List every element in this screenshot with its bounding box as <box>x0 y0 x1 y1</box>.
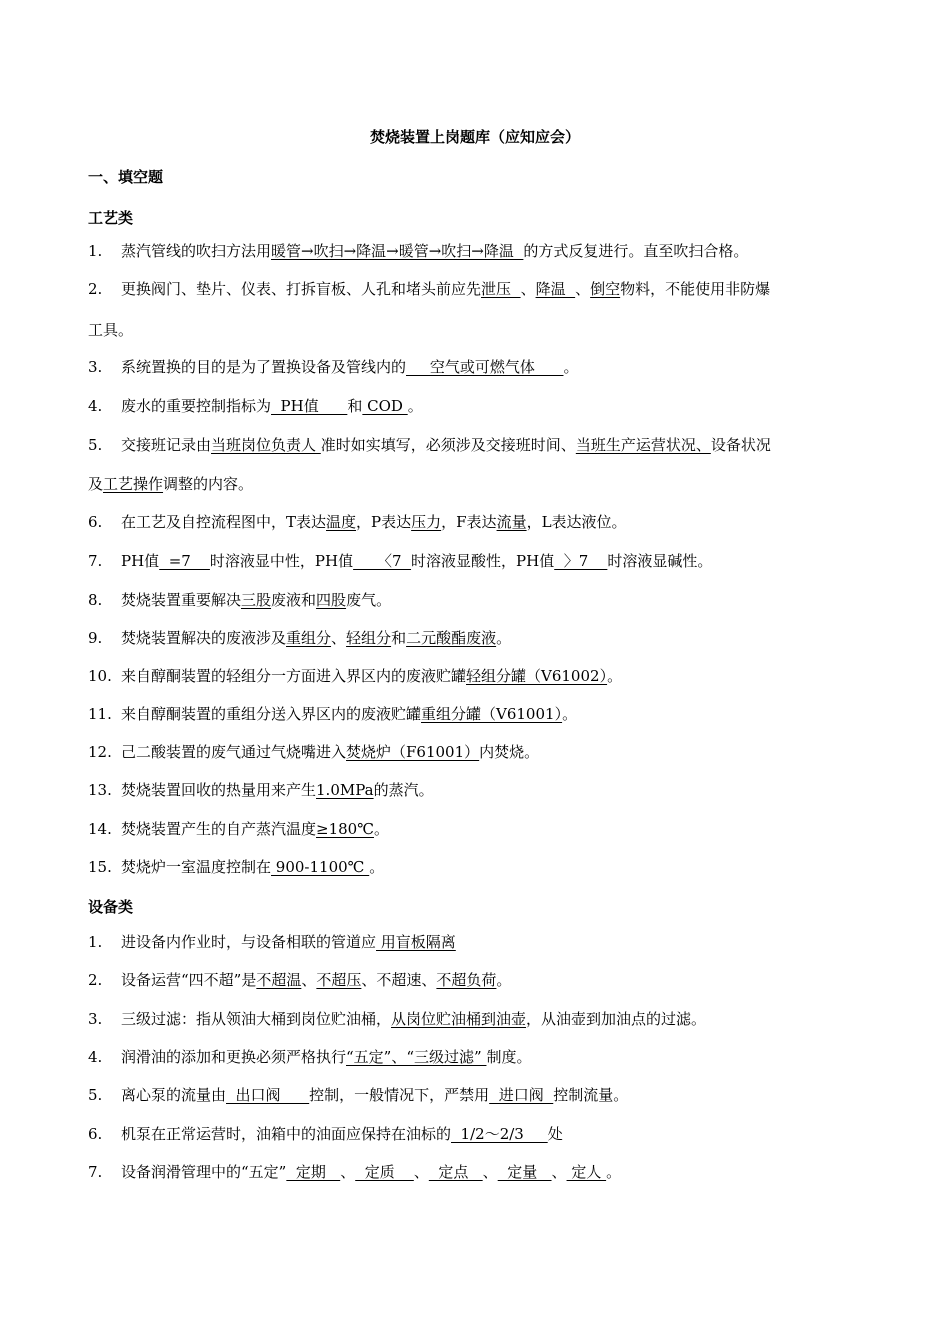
process-question-14: 14. 焚烧装置产生的自产蒸汽温度≥180℃。 <box>88 820 390 838</box>
answer-blank: 三股 <box>241 591 272 609</box>
process-question-9: 9. 焚烧装置解决的废液涉及重组分、轻组分和二元酸酯废液。 <box>88 629 512 647</box>
answer-blank: 1/2～2/3 <box>451 1125 548 1143</box>
answer-blank: 当班生产运营状况、 <box>575 436 711 454</box>
process-question-7: 7. PH值 =7 时溶液显中性，PH值 〈7 时溶液显酸性，PH值 〉7 时溶液显碱性。 <box>88 552 713 570</box>
equipment-question-5: 5. 离心泵的流量由 出口阀 控制，一般情况下，严禁用 进口阀 控制流量。 <box>88 1086 629 1104</box>
equipment-question-1: 1. 进设备内作业时，与设备相联的管道应 用盲板隔离 <box>88 933 456 951</box>
equipment-question-3: 3. 三级过滤：指从领油大桶到岗位贮油桶，从岗位贮油桶到油壶，从油壶到加油点的过滤。 <box>88 1010 707 1028</box>
answer-blank: 900-1100℃ <box>271 858 370 876</box>
answer-blank: ≥180℃ <box>316 820 374 838</box>
answer-blank: 定人 <box>566 1163 607 1181</box>
answer-blank: 空气或可燃气体 <box>406 358 564 376</box>
answer-blank: 二元酸酯废液 <box>406 629 497 647</box>
answer-blank: 重组分 <box>286 629 332 647</box>
answer-blank: 四股 <box>316 591 347 609</box>
answer-blank: “五定”、“三级过滤” <box>346 1048 487 1066</box>
process-question-8: 8. 焚烧装置重要解决三股废液和四股废气。 <box>88 591 392 609</box>
answer-blank: 定量 <box>497 1163 552 1181</box>
answer-blank: 用盲板隔离 <box>376 933 456 951</box>
process-question-3: 3. 系统置换的目的是为了置换设备及管线内的 空气或可燃气体 。 <box>88 358 579 376</box>
answer-blank: PH值 <box>271 397 348 415</box>
process-question-2-continuation: 工具。 <box>88 321 134 339</box>
category-heading-equipment: 设备类 <box>88 898 134 916</box>
process-question-2: 2. 更换阀门、垫片、仪表、打拆盲板、人孔和堵头前应先泄压 、降温 、倒空物料，不能使用非防爆 <box>88 280 771 298</box>
answer-blank: 〈7 <box>353 552 412 570</box>
process-question-5: 5. 交接班记录由当班岗位负责人 准时如实填写，必须涉及交接班时间、当班生产运营状况、设备状况 <box>88 436 771 454</box>
answer-blank: 当班岗位负责人 <box>211 436 321 454</box>
answer-blank: =7 <box>159 552 210 570</box>
answer-blank: 降温 <box>535 280 576 298</box>
section-heading-fill-blank: 一、填空题 <box>88 168 164 186</box>
process-question-10: 10. 来自醇酮装置的轻组分一方面进入界区内的废液贮罐轻组分罐（V61002）。 <box>88 667 623 685</box>
equipment-question-4: 4. 润滑油的添加和更换必须严格执行“五定”、“三级过滤” 制度。 <box>88 1048 532 1066</box>
answer-blank: 泄压 <box>481 280 521 298</box>
process-question-13: 13. 焚烧装置回收的热量用来产生1.0MPa的蒸汽。 <box>88 781 434 799</box>
answer-blank: 温度 <box>326 513 357 531</box>
process-question-6: 6. 在工艺及自控流程图中，T表达温度，P表达压力，F表达流量，L表达液位。 <box>88 513 627 531</box>
equipment-question-6: 6. 机泵在正常运营时，油箱中的油面应保持在油标的 1/2～2/3 处 <box>88 1125 563 1143</box>
answer-blank: 暖管→吹扫→降温→暖管→吹扫→降温 <box>271 242 524 260</box>
process-question-4: 4. 废水的重要控制指标为 PH值 和 COD 。 <box>88 397 423 415</box>
answer-blank: 定质 <box>355 1163 414 1181</box>
process-question-15: 15. 焚烧炉一室温度控制在 900-1100℃ 。 <box>88 858 385 876</box>
document-title: 焚烧装置上岗题库（应知应会） <box>369 128 580 146</box>
answer-blank: 压力 <box>411 513 442 531</box>
answer-blank: 倒空 <box>590 280 621 298</box>
process-question-12: 12. 己二酸装置的废气通过气烧嘴进入焚烧炉（F61001）内焚烧。 <box>88 743 540 761</box>
answer-blank: 不超负荷 <box>436 971 497 989</box>
process-question-5-continuation: 及工艺操作调整的内容。 <box>88 475 254 493</box>
answer-blank: 从岗位贮油桶到油壶 <box>391 1010 527 1028</box>
process-question-1: 1. 蒸汽管线的吹扫方法用暖管→吹扫→降温→暖管→吹扫→降温 的方式反复进行。直至吹扫合格。 <box>88 242 749 260</box>
answer-blank: 轻组分 <box>346 629 392 647</box>
answer-blank: 出口阀 <box>226 1086 310 1104</box>
process-question-11: 11. 来自醇酮装置的重组分送入界区内的废液贮罐重组分罐（V61001）。 <box>88 705 578 723</box>
answer-blank: 重组分罐（V61001） <box>421 705 563 723</box>
answer-blank: 定期 <box>286 1163 341 1181</box>
answer-blank: 流量 <box>496 513 527 531</box>
answer-blank: 焚烧炉（F61001） <box>346 743 480 761</box>
answer-blank: 轻组分罐（V61002） <box>466 667 608 685</box>
answer-blank: 不超温 <box>256 971 302 989</box>
answer-blank: 不超压 <box>316 971 362 989</box>
answer-blank: 定点 <box>428 1163 483 1181</box>
equipment-question-7: 7. 设备润滑管理中的“五定” 定期 、 定质 、 定点 、 定量 、 定人 。 <box>88 1163 622 1181</box>
answer-blank: 1.0MPa <box>316 781 374 799</box>
equipment-question-2: 2. 设备运营“四不超”是不超温、不超压、不超速、不超负荷。 <box>88 971 512 989</box>
answer-blank: 工艺操作 <box>103 475 164 493</box>
category-heading-process: 工艺类 <box>88 209 134 227</box>
answer-blank: 进口阀 <box>489 1086 554 1104</box>
answer-blank: COD <box>362 397 408 415</box>
answer-blank: 〉7 <box>554 552 608 570</box>
